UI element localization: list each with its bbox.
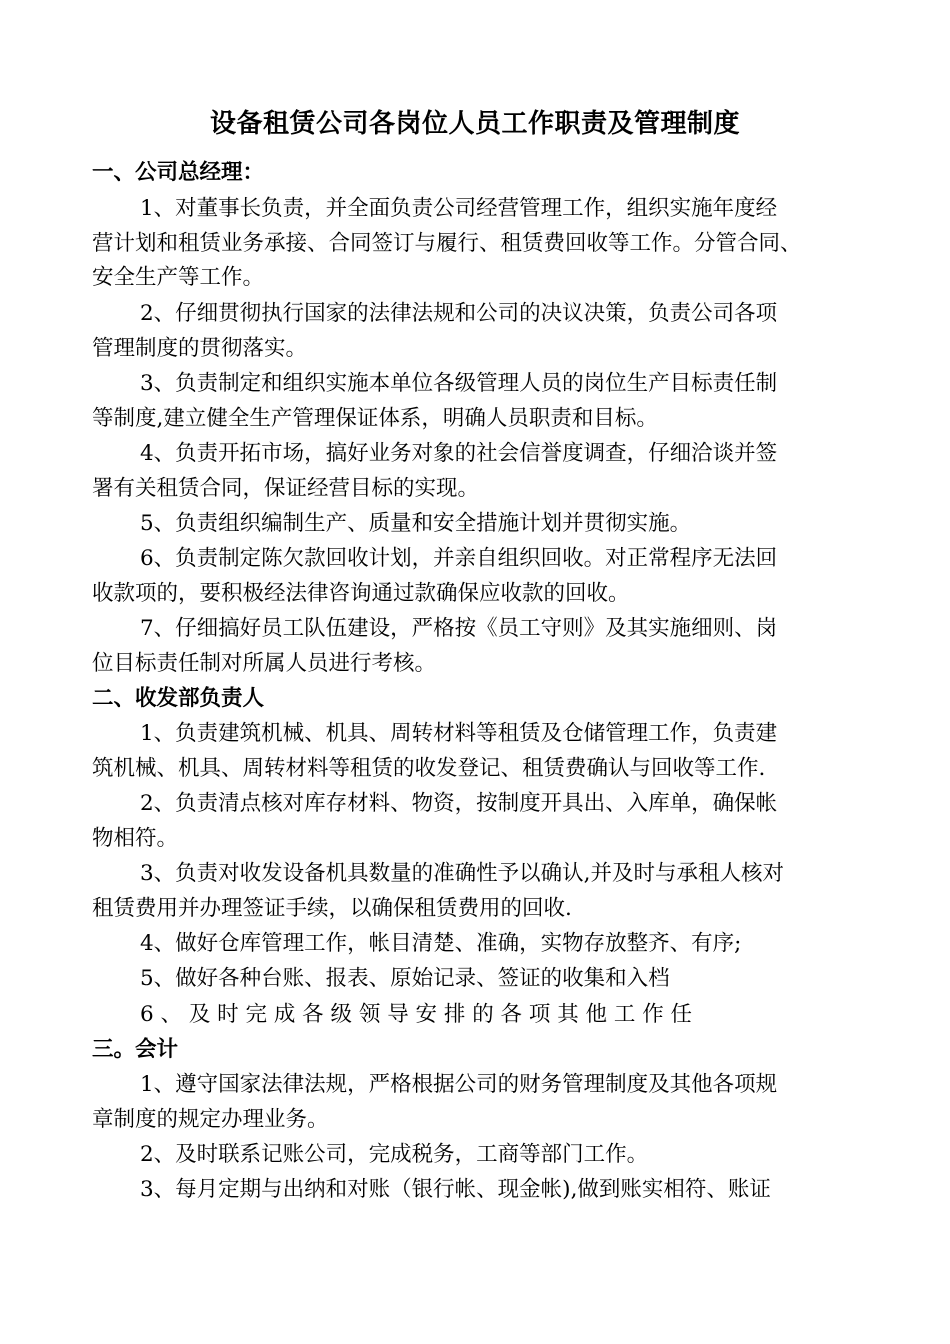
paragraph-line: 2、负责清点核对库存材料、物资，按制度开具出、入库单，确保帐	[140, 791, 778, 816]
paragraph-line: 署有关租赁合同，保证经营目标的实现。	[92, 476, 480, 501]
paragraph-line-spread: 6 、 及 时 完 成 各 级 领 导 安 排 的 各 项 其 他 工 作 任	[140, 1002, 693, 1027]
paragraph-line: 6、负责制定陈欠款回收计划，并亲自组织回收。对正常程序无法回	[140, 546, 778, 571]
paragraph-line: 4、负责开拓市场，搞好业务对象的社会信誉度调查，仔细洽谈并签	[140, 441, 778, 466]
paragraph-line: 位目标责任制对所属人员进行考核。	[92, 651, 437, 676]
paragraph-line: 筑机械、机具、周转材料等租赁的收发登记、租赁费确认与回收等工作.	[92, 756, 766, 781]
document-title: 设备租赁公司各岗位人员工作职责及管理制度	[209, 109, 740, 139]
paragraph-line: 物相符。	[92, 826, 179, 851]
paragraph-line: 营计划和租赁业务承接、合同签订与履行、租赁费回收等工作。分管合同、	[92, 231, 802, 256]
paragraph-line: 3、负责制定和组织实施本单位各级管理人员的岗位生产目标责任制	[140, 371, 778, 396]
paragraph-line: 7、仔细搞好员工队伍建设，严格按《员工守则》及其实施细则、岗	[140, 616, 778, 641]
paragraph-line: 5、做好各种台账、报表、原始记录、签证的收集和入档	[140, 966, 670, 991]
section-heading-accountant: 三。会计	[92, 1037, 179, 1062]
paragraph-line: 4、做好仓库管理工作，帐目清楚、准确，实物存放整齐、有序;	[140, 931, 742, 956]
section-heading-general-manager: 一、公司总经理：	[92, 160, 265, 185]
section-heading-dispatch-head: 二、收发部负责人	[92, 686, 265, 711]
paragraph-line: 安全生产等工作。	[92, 265, 265, 290]
paragraph-line: 1、遵守国家法律法规，严格根据公司的财务管理制度及其他各项规	[140, 1072, 778, 1097]
paragraph-line: 3、每月定期与出纳和对账（银行帐、现金帐),做到账实相符、账证	[140, 1177, 771, 1202]
paragraph-line: 3、负责对收发设备机具数量的准确性予以确认,并及时与承租人核对	[140, 861, 785, 886]
paragraph-line: 2、仔细贯彻执行国家的法律法规和公司的决议决策，负责公司各项	[140, 301, 778, 326]
paragraph-line: 等制度,建立健全生产管理保证体系，明确人员职责和目标。	[92, 406, 658, 431]
paragraph-line: 收款项的，要积极经法律咨询通过款确保应收款的回收。	[92, 581, 630, 606]
paragraph-line: 1、负责建筑机械、机具、周转材料等租赁及仓储管理工作，负责建	[140, 721, 778, 746]
paragraph-line: 管理制度的贯彻落实。	[92, 336, 308, 361]
paragraph-line: 2、及时联系记账公司，完成税务，工商等部门工作。	[140, 1142, 649, 1167]
paragraph-line: 章制度的规定办理业务。	[92, 1107, 329, 1132]
paragraph-line: 租赁费用并办理签证手续，以确保租赁费用的回收.	[92, 896, 572, 921]
paragraph-line: 1、对董事长负责，并全面负责公司经营管理工作，组织实施年度经	[140, 196, 778, 221]
paragraph-line: 5、负责组织编制生产、质量和安全措施计划并贯彻实施。	[140, 511, 692, 536]
